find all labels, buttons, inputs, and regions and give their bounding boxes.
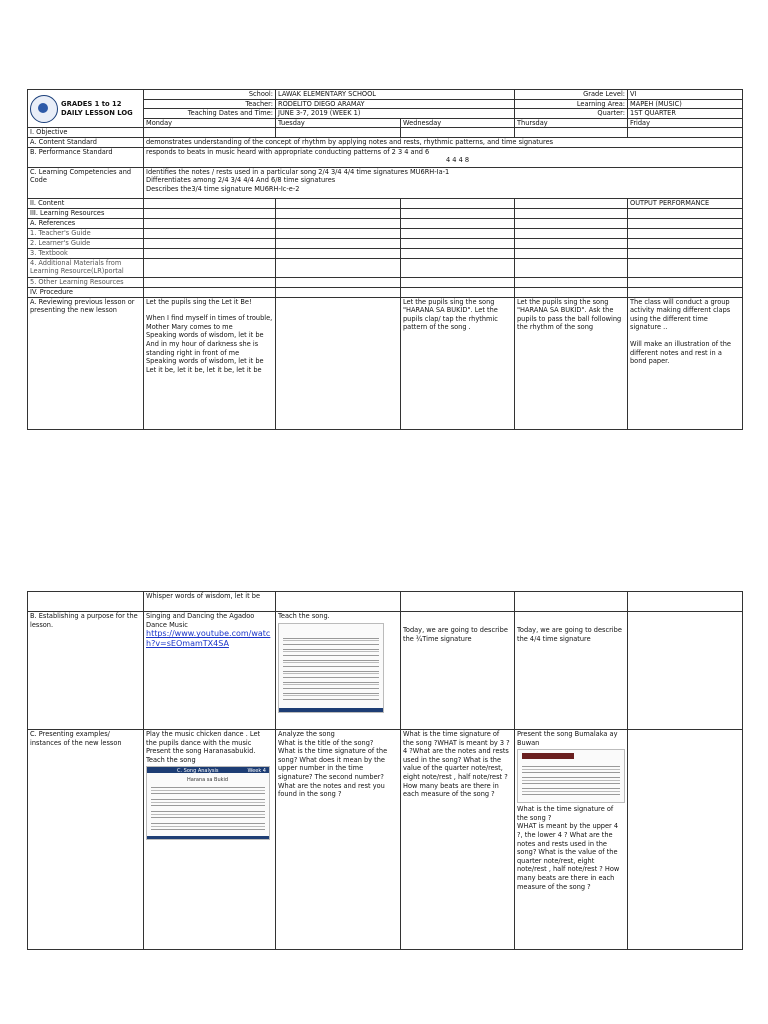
- log-title: DAILY LESSON LOG: [61, 108, 133, 117]
- procedure-c-label: C. Presenting examples/ instances of the new lesson: [28, 730, 144, 950]
- day-tuesday: Tuesday: [276, 118, 401, 128]
- performance-standard-cell: [144, 147, 743, 167]
- teacher-label: Teacher:: [144, 99, 276, 109]
- procedure-a-thursday: Let the pupils sing the song "HARANA SA BUKID". Ask the pupils to pass the ball following the rhythm of the song: [515, 297, 628, 429]
- lesson-log-table-2: [27, 591, 743, 950]
- procedure-a-monday: Let the pupils sing the Let it Be! When I find myself in times of trouble, Mother Mary comes to me Speaking words of wisdom, let it be And in my hour of darkness she is standing right in front of me Speaking words of wisdom, let it be Let it be, let it be, let it be, let it be: [144, 297, 276, 429]
- day-monday: Monday: [144, 118, 276, 128]
- procedure-c-tuesday: Analyze the song What is the title of the song? What is the time signature of the song? What does it mean by the upper number in the time signature? The second number? What are the notes and rest you found in the song ?: [276, 730, 401, 950]
- header-logo-cell: [28, 90, 144, 128]
- textbook-label: 3. Textbook: [28, 248, 144, 258]
- other-resources-label: 5. Other Learning Resources: [28, 277, 144, 287]
- competency-2: Differentiates among 2/4 3/4 4/4 And 6/8 time signatures: [146, 176, 336, 185]
- procedure-a-label: A. Reviewing previous lesson or presenting the new lesson: [28, 297, 144, 429]
- procedure-b-label: B. Establishing a purpose for the lesson.: [28, 612, 144, 730]
- procedure-label: IV. Procedure: [28, 287, 144, 297]
- content-label: II. Content: [28, 198, 144, 208]
- performance-standard-label: B. Performance Standard: [28, 147, 144, 167]
- references-label: A. References: [28, 218, 144, 228]
- teacher-value: RODELITO DIEGO ARAMAY: [276, 99, 515, 109]
- area-value: MAPEH (MUSIC): [628, 99, 743, 109]
- learners-guide-label: 2. Learner's Guide: [28, 238, 144, 248]
- content-standard-label: A. Content Standard: [28, 137, 144, 147]
- grade-label: Grade Level:: [515, 90, 628, 100]
- day-friday: Friday: [628, 118, 743, 128]
- deped-seal-icon: [30, 95, 58, 123]
- day-wednesday: Wednesday: [401, 118, 515, 128]
- competencies-label: C. Learning Competencies and Code: [28, 167, 144, 198]
- procedure-c-monday: Play the music chicken dance . Let the pupils dance with the music Present the song Haranasabukid. Teach the song C. Song Analysis Week 4 Harana sa Bukid: [144, 730, 276, 950]
- procedure-a-tuesday: [276, 297, 401, 429]
- area-label: Learning Area:: [515, 99, 628, 109]
- lesson-log-page-2: [27, 591, 742, 950]
- procedure-b-tuesday: Teach the song.: [276, 612, 401, 730]
- song-sheet-image: [278, 623, 384, 713]
- quarter-value: 1ST QUARTER: [628, 109, 743, 119]
- quarter-label: Quarter:: [515, 109, 628, 119]
- continuation-text: Whisper words of wisdom, let it be: [144, 592, 276, 612]
- competency-3: Describes the3/4 time signature MU6RH-Ic-e-2: [146, 184, 300, 193]
- song-analysis-title: C. Song Analysis: [177, 768, 219, 775]
- competencies-cell: [144, 167, 743, 198]
- procedure-c-wednesday: What is the time signature of the song ?WHAT is meant by 3 ? 4 ?What are the notes and rests used in the song? What is the value of the quarter note/rest, eight note/rest , half note/rest ? How many beats are there in each measure of the song ?: [401, 730, 515, 950]
- school-label: School:: [144, 90, 276, 100]
- youtube-link[interactable]: https://www.youtube.com/watch?v=sEOmamTX4SA: [146, 629, 271, 649]
- dates-value: JUNE 3-7, 2019 (WEEK 1): [276, 109, 515, 119]
- song-analysis-song: Harana sa Bukid: [187, 777, 229, 784]
- procedure-b-wednesday: Today, we are going to describe the ¾Time signature: [401, 612, 515, 730]
- dates-label: Teaching Dates and Time:: [144, 109, 276, 119]
- procedure-a-friday: The class will conduct a group activity making different claps using the different time signature .. Will make an illustration of the different notes and rest in a bond paper.: [628, 297, 743, 429]
- procedure-b-thursday: Today, we are going to describe the 4/4 time signature: [515, 612, 628, 730]
- day-thursday: Thursday: [515, 118, 628, 128]
- teachers-guide-label: 1. Teacher's Guide: [28, 228, 144, 238]
- objective-label: I. Objective: [28, 128, 144, 138]
- grades-title: GRADES 1 to 12: [61, 99, 122, 108]
- procedure-a-wednesday: Let the pupils sing the song "HARANA SA BUKID". Let the pupils clap/ tap the rhythmic pattern of the song .: [401, 297, 515, 429]
- output-performance: OUTPUT PERFORMANCE: [628, 198, 743, 208]
- lesson-log-page-1: [27, 89, 742, 430]
- song-analysis-tag: Week 4: [247, 768, 266, 775]
- additional-materials-label: 4. Additional Materials from Learning Resource(LR)portal: [28, 258, 144, 277]
- content-standard-text: demonstrates understanding of the concept of rhythm by applying notes and rests, rhythmic patterns, and time signatures: [144, 137, 743, 147]
- bumalaka-song-image: [517, 749, 625, 803]
- procedure-c-thursday: Present the song Bumalaka ay Buwan What is the time signature of the song ? WHAT is meant by the upper 4 ?, the lower 4 ? What are the notes and rests used in the song? What is the value of the quarter note/rest, eight note/rest , half note/rest ? How many beats are there in each measure of the song ?: [515, 730, 628, 950]
- procedure-b-monday: Singing and Dancing the Agadoo Dance Music https://www.youtube.com/watch?v=sEOmamTX4SA: [144, 612, 276, 730]
- school-value: LAWAK ELEMENTARY SCHOOL: [276, 90, 515, 100]
- learning-resources-label: III. Learning Resources: [28, 208, 144, 218]
- song-analysis-image: [146, 766, 270, 840]
- lesson-log-table-1: [27, 89, 743, 430]
- grade-value: VI: [628, 90, 743, 100]
- competency-1: Identifies the notes / rests used in a particular song 2/4 3/4 4/4 time signatures MU6RH-Ia-1: [146, 167, 450, 176]
- performance-standard-denominators: 4 4 4 8: [446, 156, 470, 165]
- performance-standard-text: responds to beats in music heard with appropriate conducting patterns of 2 3 4 and 6: [146, 147, 430, 156]
